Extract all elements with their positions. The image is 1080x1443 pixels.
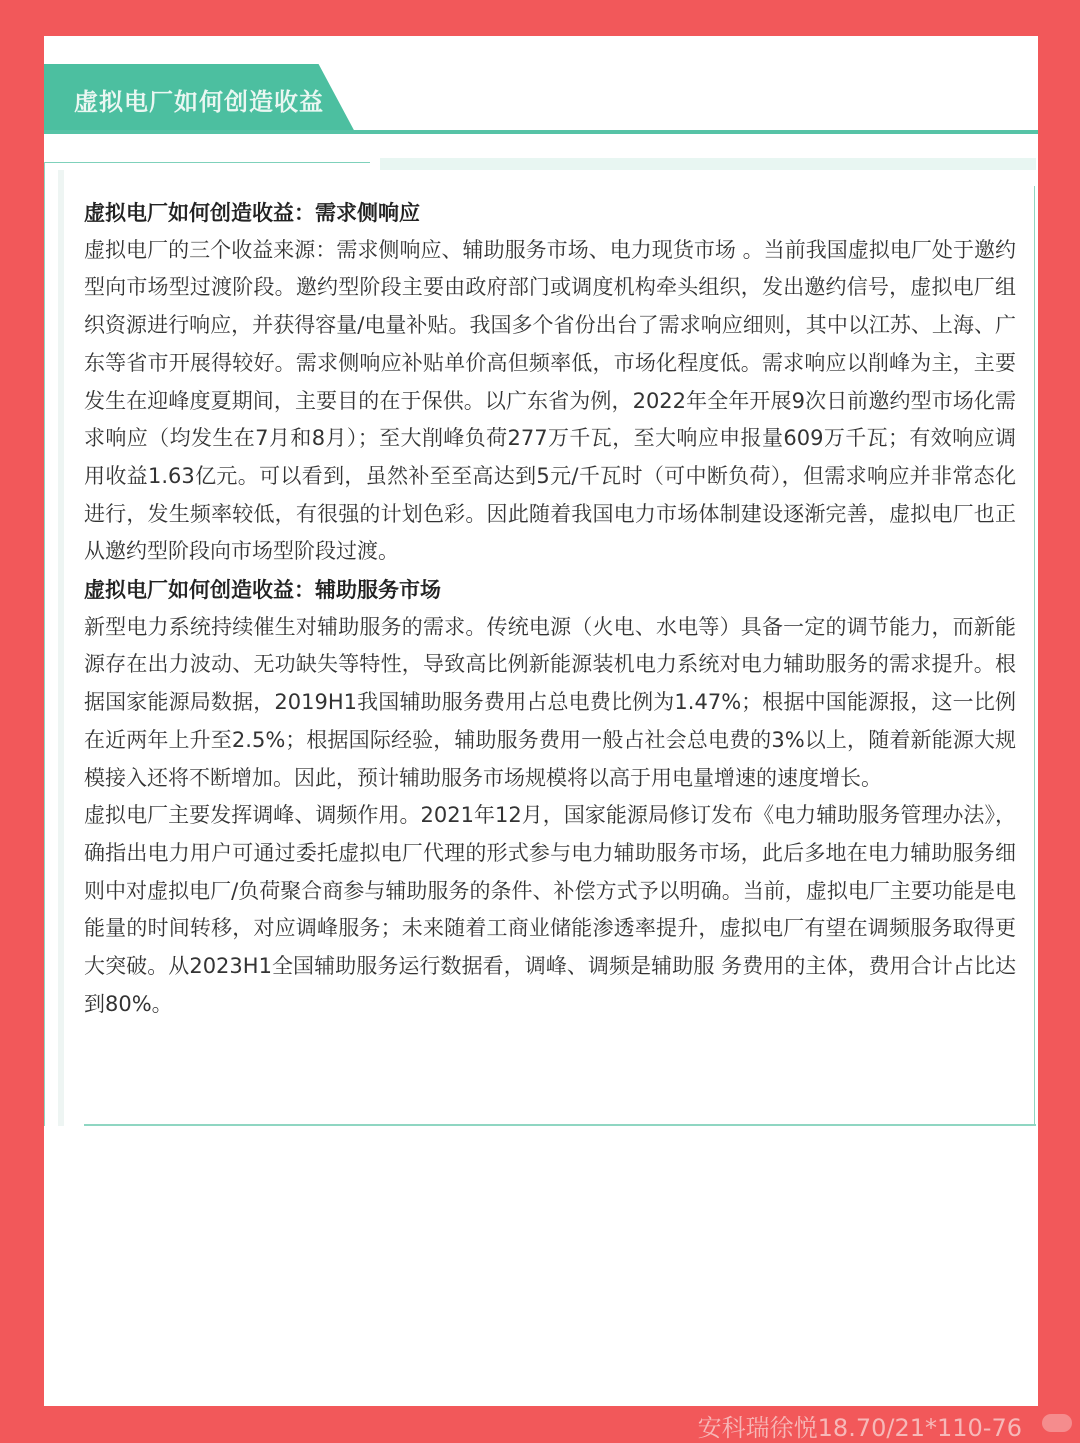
watermark-text: 安科瑞徐悦18.70/21*110-76: [697, 1414, 1022, 1442]
content-top-bar: [380, 158, 1036, 170]
section-heading-demand-response: 虚拟电厂如何创造收益：需求侧响应: [84, 200, 420, 225]
article-body: [84, 194, 1016, 1023]
content-top-rule: [44, 162, 370, 163]
content-bottom-rule: [84, 1124, 1036, 1126]
section-heading-ancillary-services: 虚拟电厂如何创造收益：辅助服务市场: [84, 577, 441, 603]
paragraph-demand-response: 虚拟电厂的三个收益来源：需求侧响应、辅助服务市场、电力现货市场 。当前我国虚拟电厂处于邀约型向市场型过渡阶段。邀约型阶段主要由政府部门或调度机构牵头组织，发出邀约信号，虚拟电厂组织资源进行响应，并获得容量/电量补贴。我国多个省份出台了需求响应细则，其中以江苏、上海、广东等省市开展得较好。需求侧响应补贴单价高但频率低，市场化程度低。需求响应以削峰为主，主要发生在迎峰度夏期间，主要目的在于保供。以广东省为例，2022年全年开展9次日前邀约型市场化需求响应（均发生在7月和8月）；至大削峰负荷277万千瓦，至大响应申报量609万千瓦；有效响应调用收益1.63亿元。可以看到，虽然补至至高达到5元/千瓦时（可中断负荷），但需求响应并非常态化进行，发生频率较低，有很强的计划色彩。因此随着我国电力市场体制建设逐渐完善，虚拟电厂也正从邀约型阶段向市场型阶段过渡。: [84, 237, 1016, 564]
document-page: [44, 36, 1038, 1406]
header-divider: [44, 130, 1038, 134]
paragraph-ancillary-role: 虚拟电厂主要发挥调峰、调频作用。2021年12月，国家能源局修订发布《电力辅助服务管理办法》，确指出电力用户可通过委托虚拟电厂代理的形式参与电力辅助服务市场，此后多地在电力辅助服务细则中对虚拟电厂/负荷聚合商参与辅助服务的条件、补偿方式予以明确。当前，虚拟电厂主要功能是电能量的时间转移，对应调峰服务；未来随着工商业储能渗透率提升，虚拟电厂有望在调频服务取得更大突破。从2023H1全国辅助服务运行数据看，调峰、调频是辅助服 务费用的主体，费用合计占比达到80%。: [84, 803, 1016, 1016]
content-right-border: [1034, 186, 1035, 1126]
content-left-strip: [58, 170, 64, 1126]
page-title: 虚拟电厂如何创造收益: [74, 87, 324, 116]
paragraph-ancillary-demand: 新型电力系统持续催生对辅助服务的需求。传统电源（火电、水电等）具备一定的调节能力，而新能源存在出力波动、无功缺失等特性，导致高比例新能源装机电力系统对电力辅助服务的需求提升。根据国家能源局数据，2019H1我国辅助服务费用占总电费比例为1.47%；根据中国能源报，这一比例在近两年上升至2.5%；根据国际经验，辅助服务费用一般占社会总电费的3%以上，随着新能源大规模接入还将不断增加。因此，预计辅助服务市场规模将以高于用电量增速的速度增长。: [84, 614, 1016, 790]
corner-badge-icon: [1042, 1414, 1072, 1432]
